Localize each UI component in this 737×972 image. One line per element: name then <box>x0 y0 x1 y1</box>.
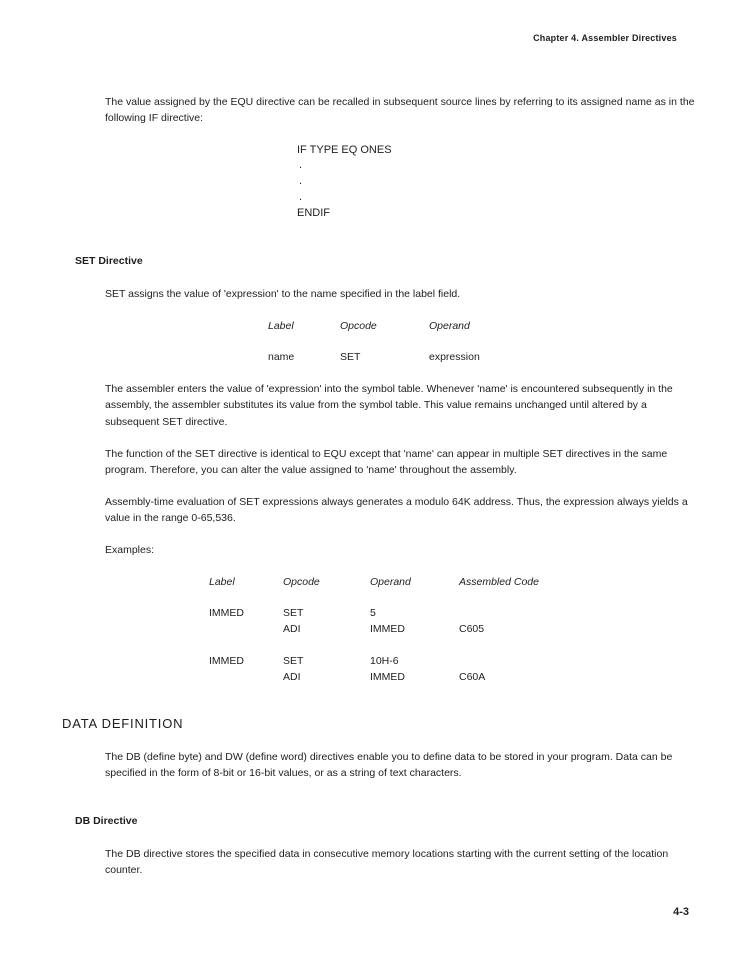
data-definition-heading: DATA DEFINITION <box>62 716 184 731</box>
example-opcode-cell: SET <box>283 607 304 619</box>
page-number: 4-3 <box>673 906 689 918</box>
code-ellipsis-dot: . <box>299 175 303 187</box>
data-definition-paragraph: The DB (define byte) and DW (define word) directives enable you to define data to be stored in your program. Data can be specified in the form of 8-bit or 16-bit values, or as a string of text characters. <box>105 751 673 780</box>
syntax-header-operand: Operand <box>429 320 470 332</box>
examples-header-assembled: Assembled Code <box>459 576 539 588</box>
syntax-operand-cell: expression <box>429 351 480 363</box>
example-assembled-cell: C60A <box>459 671 486 683</box>
example-opcode-cell: SET <box>283 655 304 667</box>
example-opcode-cell: ADI <box>283 623 301 635</box>
set-paragraph-3: The function of the SET directive is identical to EQU except that 'name' can appear in multiple SET directives in the same program. Therefore, you can alter the value assigned to 'name' throughout the assembly. <box>105 448 668 477</box>
examples-header-label: Label <box>209 576 235 588</box>
syntax-opcode-cell: SET <box>340 351 361 363</box>
intro-paragraph: The value assigned by the EQU directive can be recalled in subsequent source lines by referring to its assigned name as in the following IF directive: <box>105 96 695 125</box>
example-operand-cell: 10H-6 <box>370 655 399 667</box>
db-paragraph: The DB directive stores the specified data in consecutive memory locations starting with the current setting of the location counter. <box>105 848 669 877</box>
example-label-cell: IMMED <box>209 655 244 667</box>
code-line-if: IF TYPE EQ ONES <box>297 144 392 156</box>
code-line-endif: ENDIF <box>297 207 330 219</box>
example-opcode-cell: ADI <box>283 671 301 683</box>
running-header: Chapter 4. Assembler Directives <box>533 33 677 43</box>
syntax-label-cell: name <box>268 351 295 363</box>
code-ellipsis-dot: . <box>299 191 303 203</box>
set-paragraph-2: The assembler enters the value of 'expression' into the symbol table. Whenever 'name' is encountered subsequently in the assembly, the assembler substitutes its value from the symbol table. This value remains unchanged until altered by a subsequent SET directive. <box>105 383 673 428</box>
set-directive-heading: SET Directive <box>75 255 143 267</box>
examples-header-opcode: Opcode <box>283 576 320 588</box>
code-ellipsis-dot: . <box>299 159 303 171</box>
example-assembled-cell: C605 <box>459 623 485 635</box>
syntax-header-label: Label <box>268 320 294 332</box>
examples-label: Examples: <box>105 544 155 556</box>
example-operand-cell: 5 <box>370 607 376 619</box>
examples-header-operand: Operand <box>370 576 411 588</box>
example-operand-cell: IMMED <box>370 671 405 683</box>
db-directive-heading: DB Directive <box>75 815 138 827</box>
example-operand-cell: IMMED <box>370 623 405 635</box>
syntax-header-opcode: Opcode <box>340 320 377 332</box>
set-paragraph-1: SET assigns the value of 'expression' to the name specified in the label field. <box>105 288 461 300</box>
example-label-cell: IMMED <box>209 607 244 619</box>
set-paragraph-4: Assembly-time evaluation of SET expressions always generates a modulo 64K address. Thus, the expression always yields a value in the range 0-65,536. <box>105 496 688 525</box>
